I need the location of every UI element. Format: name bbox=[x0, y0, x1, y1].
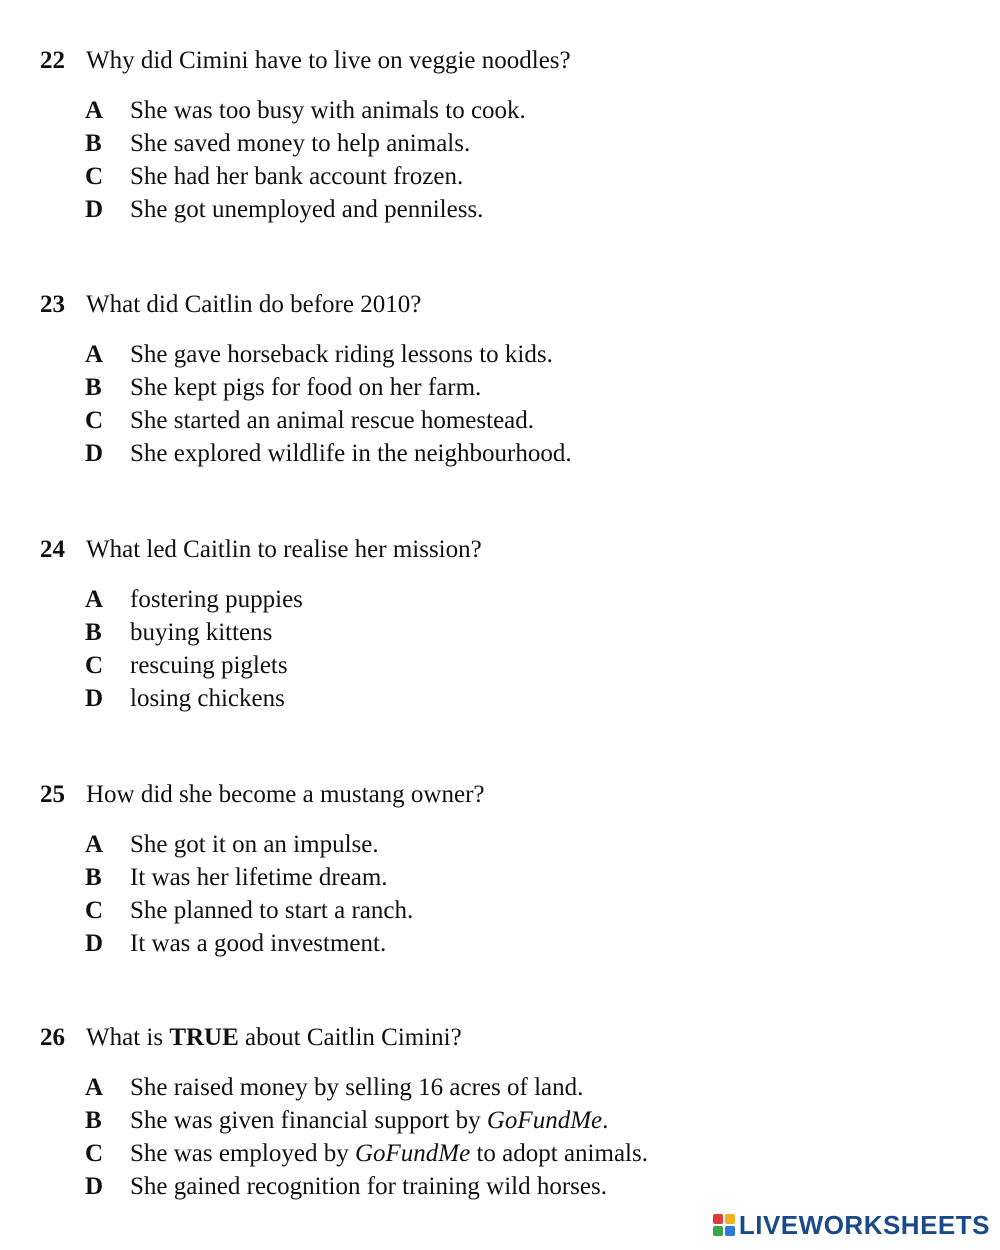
option-d[interactable] bbox=[85, 929, 386, 959]
logo-mark-icon bbox=[713, 1214, 735, 1236]
option-letter: D bbox=[85, 440, 104, 467]
option-letter: A bbox=[85, 97, 104, 124]
option-letter: C bbox=[85, 1140, 104, 1167]
question-text: What did Caitlin do before 2010? bbox=[86, 291, 422, 318]
option-text-part: She raised money by selling 16 acres of land. bbox=[130, 1074, 584, 1101]
option-a[interactable] bbox=[85, 340, 553, 370]
option-text-part: to adopt animals. bbox=[470, 1140, 648, 1167]
option-text: She had her bank account frozen. bbox=[130, 163, 464, 190]
option-b[interactable] bbox=[85, 1106, 608, 1136]
question-text: What led Caitlin to realise her mission? bbox=[86, 536, 482, 563]
option-c[interactable] bbox=[85, 1139, 648, 1169]
logo-tile-green bbox=[713, 1226, 723, 1236]
option-text bbox=[130, 1140, 648, 1167]
question-stem bbox=[40, 290, 421, 320]
logo-tile-yellow bbox=[725, 1214, 735, 1224]
option-letter: A bbox=[85, 586, 104, 613]
option-text: It was a good investment. bbox=[130, 930, 387, 957]
option-text: She got it on an impulse. bbox=[130, 831, 379, 858]
option-letter: D bbox=[85, 930, 104, 957]
option-text-italic: GoFundMe bbox=[486, 1107, 603, 1134]
option-c[interactable] bbox=[85, 896, 413, 926]
option-text-part: She gained recognition for training wild horses. bbox=[130, 1173, 607, 1200]
option-letter: B bbox=[85, 374, 102, 401]
option-text-part: She was employed by bbox=[130, 1140, 355, 1167]
option-text-part: . bbox=[602, 1107, 609, 1134]
option-b[interactable] bbox=[85, 129, 470, 159]
option-d[interactable] bbox=[85, 439, 572, 469]
option-b[interactable] bbox=[85, 863, 388, 893]
option-text-part: She was given financial support by bbox=[130, 1107, 487, 1134]
option-text: She explored wildlife in the neighbourhood. bbox=[130, 440, 572, 467]
option-text: losing chickens bbox=[130, 685, 285, 712]
option-c[interactable] bbox=[85, 406, 534, 436]
logo-text: LIVEWORKSHEETS bbox=[738, 1209, 990, 1240]
question-number: 22 bbox=[40, 47, 65, 74]
option-text: rescuing piglets bbox=[130, 652, 288, 679]
question-number: 24 bbox=[40, 536, 65, 563]
option-a[interactable] bbox=[85, 830, 379, 860]
option-text: She got unemployed and penniless. bbox=[130, 196, 484, 223]
option-text bbox=[130, 1173, 607, 1200]
option-letter: B bbox=[85, 864, 102, 891]
option-letter: C bbox=[85, 897, 104, 924]
option-letter: A bbox=[85, 341, 104, 368]
option-d[interactable] bbox=[85, 684, 285, 714]
question-text-part: What is bbox=[86, 1024, 170, 1051]
option-text: She started an animal rescue homestead. bbox=[130, 407, 535, 434]
question-text: Why did Cimini have to live on veggie noodles? bbox=[86, 47, 571, 74]
option-c[interactable] bbox=[85, 651, 288, 681]
question-stem bbox=[40, 46, 571, 76]
option-text: fostering puppies bbox=[130, 586, 303, 613]
option-letter: C bbox=[85, 407, 104, 434]
option-letter: B bbox=[85, 619, 102, 646]
option-text: She was too busy with animals to cook. bbox=[130, 97, 526, 124]
question-number: 25 bbox=[40, 781, 65, 808]
option-b[interactable] bbox=[85, 373, 481, 403]
option-letter: B bbox=[85, 130, 102, 157]
option-letter: D bbox=[85, 196, 104, 223]
option-letter: B bbox=[85, 1107, 102, 1134]
option-a[interactable] bbox=[85, 96, 526, 126]
option-text: buying kittens bbox=[130, 619, 273, 646]
option-letter: C bbox=[85, 652, 104, 679]
logo-tile-red bbox=[713, 1214, 723, 1224]
option-letter: C bbox=[85, 163, 104, 190]
option-c[interactable] bbox=[85, 162, 463, 192]
question-text: How did she become a mustang owner? bbox=[86, 781, 485, 808]
option-text: She gave horseback riding lessons to kids. bbox=[130, 341, 553, 368]
option-a[interactable] bbox=[85, 585, 303, 615]
option-a[interactable] bbox=[85, 1073, 583, 1103]
question-stem bbox=[40, 780, 485, 810]
liveworksheets-logo[interactable] bbox=[713, 1210, 990, 1240]
question-number: 26 bbox=[40, 1024, 65, 1051]
option-letter: D bbox=[85, 1173, 104, 1200]
option-d[interactable] bbox=[85, 1172, 607, 1202]
option-text: It was her lifetime dream. bbox=[130, 864, 388, 891]
question-stem bbox=[40, 1023, 462, 1053]
question-text-emphasis: TRUE bbox=[169, 1024, 239, 1051]
question-text bbox=[86, 1024, 462, 1051]
option-text: She kept pigs for food on her farm. bbox=[130, 374, 482, 401]
logo-tile-blue bbox=[725, 1226, 735, 1236]
option-text: She saved money to help animals. bbox=[130, 130, 471, 157]
question-stem bbox=[40, 535, 482, 565]
option-text bbox=[130, 1074, 583, 1101]
option-text bbox=[130, 1107, 608, 1134]
option-letter: A bbox=[85, 831, 104, 858]
option-text-italic: GoFundMe bbox=[354, 1140, 471, 1167]
question-text-part: about Caitlin Cimini? bbox=[238, 1024, 462, 1051]
question-number: 23 bbox=[40, 291, 65, 318]
option-b[interactable] bbox=[85, 618, 272, 648]
option-letter: D bbox=[85, 685, 104, 712]
option-letter: A bbox=[85, 1074, 104, 1101]
option-text: She planned to start a ranch. bbox=[130, 897, 414, 924]
option-d[interactable] bbox=[85, 195, 483, 225]
